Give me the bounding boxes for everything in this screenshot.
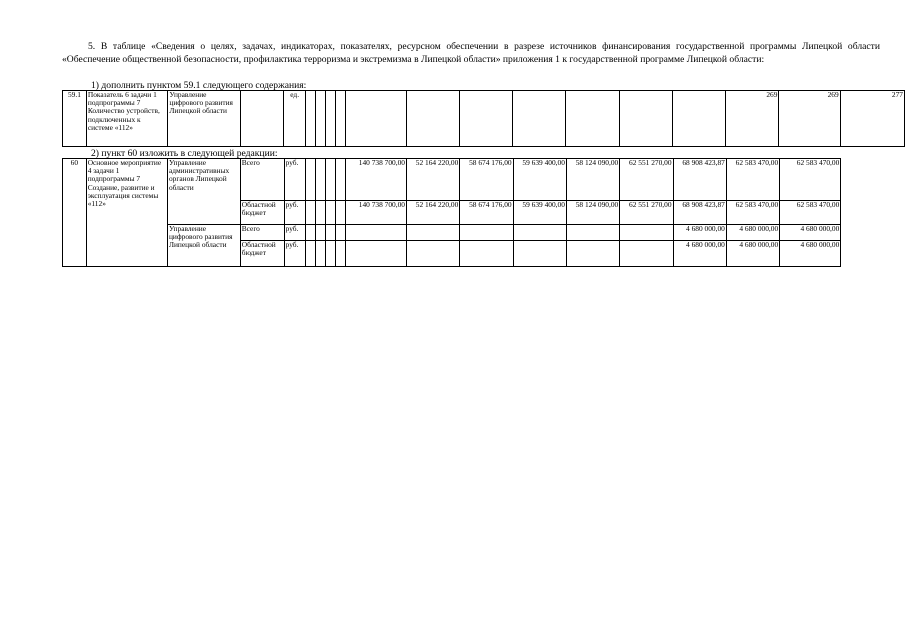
value-cell: 140 738 700,00: [345, 201, 406, 225]
value-cell: 4 680 000,00: [726, 241, 779, 267]
value-cell: 62 583 470,00: [726, 201, 779, 225]
value-cell: [306, 201, 316, 225]
value-cell: [513, 225, 566, 241]
row-number: 60: [63, 159, 87, 267]
value-cell: 58 674 176,00: [460, 201, 513, 225]
value-cell: 62 551 270,00: [620, 201, 673, 225]
unit: руб.: [284, 201, 306, 225]
funding-source: Всего: [240, 159, 284, 201]
value-cell: 4 680 000,00: [780, 241, 841, 267]
value-cell: [460, 241, 513, 267]
value-cell: [326, 241, 336, 267]
value-cell: [335, 201, 345, 225]
funding-source: Областной бюджет: [240, 201, 284, 225]
value-cell: [306, 225, 316, 241]
unit: руб.: [284, 241, 306, 267]
value-cell: [672, 91, 725, 147]
value-cell: 59 639 400,00: [513, 159, 566, 201]
value-cell: 140 738 700,00: [345, 159, 406, 201]
value-cell: [335, 159, 345, 201]
value-cell: [619, 91, 672, 147]
funding-source: Областной бюджет: [240, 241, 284, 267]
value-cell: 58 124 090,00: [566, 201, 619, 225]
executor: Управление цифрового развития Липецкой области: [168, 91, 240, 147]
value-cell: 269: [779, 91, 840, 147]
value-cell: 68 908 423,87: [673, 159, 726, 201]
activity-name: Основное мероприятие 4 задачи 1 подпрограммы 7 Создание, развитие и эксплуатация системы «112»: [86, 159, 167, 267]
table-row: [63, 225, 905, 241]
value-cell: 62 583 470,00: [780, 201, 841, 225]
value-cell: [335, 91, 345, 147]
value-cell: [325, 91, 335, 147]
value-cell: [460, 225, 513, 241]
table-point-59-1: [62, 90, 905, 147]
section1-heading: 1) дополнить пунктом 59.1 следующего содержания:: [91, 80, 307, 91]
value-cell: 68 908 423,87: [673, 201, 726, 225]
value-cell: 62 583 470,00: [726, 159, 779, 201]
value-cell: 269: [726, 91, 779, 147]
executor: Управление цифрового развития Липецкой области: [167, 225, 240, 267]
value-cell: 58 124 090,00: [566, 159, 619, 201]
value-cell: [566, 225, 619, 241]
row-number: 59.1: [63, 91, 87, 147]
value-cell: 62 583 470,00: [780, 159, 841, 201]
value-cell: [315, 91, 325, 147]
value-cell: [566, 91, 619, 147]
executor: Управление административных органов Липецкой области: [167, 159, 240, 225]
unit: ед.: [284, 91, 306, 147]
funding-source: [240, 91, 283, 147]
value-cell: [406, 225, 459, 241]
unit: руб.: [284, 159, 306, 201]
value-cell: [513, 91, 566, 147]
value-cell: 52 164 220,00: [406, 201, 459, 225]
value-cell: [316, 241, 326, 267]
value-cell: 4 680 000,00: [726, 225, 779, 241]
value-cell: [459, 91, 512, 147]
value-cell: 4 680 000,00: [780, 225, 841, 241]
value-cell: 59 639 400,00: [513, 201, 566, 225]
table-point-60: [62, 158, 905, 267]
value-cell: [306, 91, 316, 147]
value-cell: [345, 91, 406, 147]
value-cell: [326, 159, 336, 201]
table-row: [63, 159, 905, 201]
value-cell: [316, 201, 326, 225]
value-cell: [406, 91, 459, 147]
value-cell: [620, 241, 673, 267]
value-cell: [566, 241, 619, 267]
value-cell: 58 674 176,00: [460, 159, 513, 201]
value-cell: [335, 241, 345, 267]
intro-paragraph: [62, 41, 880, 66]
value-cell: 4 680 000,00: [673, 241, 726, 267]
value-cell: [316, 159, 326, 201]
intro-text: 5. В таблице «Сведения о целях, задачах, индикаторах, показателях, ресурсном обеспечении в разрезе источников финансирования государственной программы Липецкой области «Обеспечение общественной безопасности, профилактика терроризма и экстремизма в Липецкой области» приложения 1 к государственной программе Липецкой области:: [62, 41, 880, 65]
value-cell: 62 551 270,00: [620, 159, 673, 201]
value-cell: [326, 225, 336, 241]
value-cell: [326, 201, 336, 225]
value-cell: [345, 241, 406, 267]
value-cell: [345, 225, 406, 241]
table-row: [63, 91, 905, 147]
value-cell: 4 680 000,00: [673, 225, 726, 241]
value-cell: 52 164 220,00: [406, 159, 459, 201]
funding-source: Всего: [240, 225, 284, 241]
value-cell: [335, 225, 345, 241]
indicator-name: Показатель 6 задачи 1 подпрограммы 7 Количество устройств, подключенных к системе «112»: [86, 91, 168, 147]
value-cell: 277: [840, 91, 904, 147]
section2-heading: 2) пункт 60 изложить в следующей редакции:: [91, 148, 278, 159]
unit: руб.: [284, 225, 306, 241]
value-cell: [306, 241, 316, 267]
value-cell: [406, 241, 459, 267]
value-cell: [316, 225, 326, 241]
value-cell: [513, 241, 566, 267]
value-cell: [306, 159, 316, 201]
value-cell: [620, 225, 673, 241]
